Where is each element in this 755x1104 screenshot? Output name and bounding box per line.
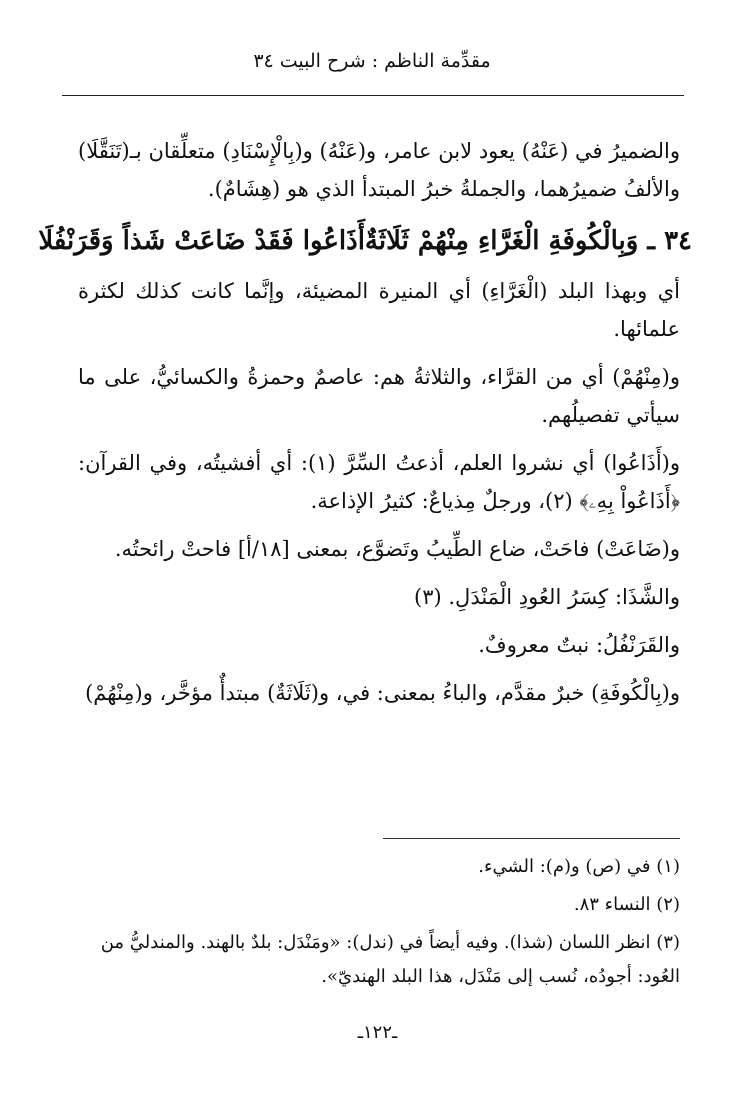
footnote-2: (٢) النساء ٨٣. (573, 894, 680, 915)
paragraph-daat: و(ضَاعَتْ) فاحَتْ، ضاع الطِّيبُ وتَضوَّع، بمعنى [١٨/أ] فاحتْ رائحتُه. (114, 537, 680, 561)
paragraph-adhaau: و(أَذَاعُوا) أي نشروا العلم، أذعتُ السِّرَّ (١): أي أفشيتُه، وفي القرآن: ﴿أَذَاعُواْ بِهِۦ﴾ (٢)، ورجلٌ مِذياعٌ: كثيرُ الإذاعة. (78, 451, 680, 513)
page-header-title: مقدِّمة الناظم : شرح البيت ٣٤ (253, 50, 491, 72)
footnote-1: (١) في (ص) و(م): الشيء. (478, 856, 680, 877)
paragraph-minhum: و(مِنْهُمْ) أي من القرَّاء، والثلاثةُ هم: عاصمٌ وحمزةُ والكسائيُّ، على ما سيأتي تفصيلُهم. (78, 365, 680, 427)
footnote-3: (٣) انظر اللسان (شذا). وفيه أيضاً في (ندل): «ومَنْدَل: بلدٌ بالهند. والمندليُّ من العُود: أجودُه، نُسب إلى مَنْدَل، هذا البلد الهنديّ». (100, 932, 680, 987)
footnotes (78, 850, 680, 998)
verse-first-hemistich: ٣٤ ـ وَبِالْكُوفَةِ الْغَرَّاءِ مِنْهُمْ ثَلَاثَةٌ (364, 226, 692, 256)
verse-34 (38, 218, 692, 264)
page-number: ـ١٢٢ـ (357, 1022, 398, 1043)
main-text (38, 132, 692, 722)
paragraph-shadha: والشَّذَا: كِسَرُ العُودِ الْمَنْدَلِ. (٣) (414, 585, 680, 609)
paragraph-bil-kufa: و(بِالْكُوفَةِ) خبرٌ مقدَّم، والباءُ بمعنى: في، و(ثَلَاثَةٌ) مبتدأٌ مؤخَّر، و(مِنْهُمْ) (85, 681, 680, 705)
paragraph-al-gharra: أي وبهذا البلد (الْغَرَّاءِ) أي المنيرة المضيئة، وإنَّما كانت كذلك لكثرة علمائها. (78, 279, 680, 341)
footnote-divider (383, 838, 680, 839)
verse-second-hemistich: أَذَاعُوا فَقَدْ ضَاعَتْ شَذاً وَقَرَنْفُلَا (38, 226, 365, 256)
paragraph-qaranful: والقَرَنْفُلُ: نبتٌ معروفٌ. (478, 633, 680, 657)
paragraph-pronoun-commentary: والضميرُ في (عَنْهُ) يعود لابن عامر، و(عَنْهُ) و(بِالْإِسْنَادِ) متعلِّقان بـ(تَنَقَّلَا) والألفُ ضميرُهما، والجملةُ خبرُ المبتدأ الذي هو (هِشَامٌ). (78, 139, 680, 201)
header-divider (62, 95, 684, 96)
